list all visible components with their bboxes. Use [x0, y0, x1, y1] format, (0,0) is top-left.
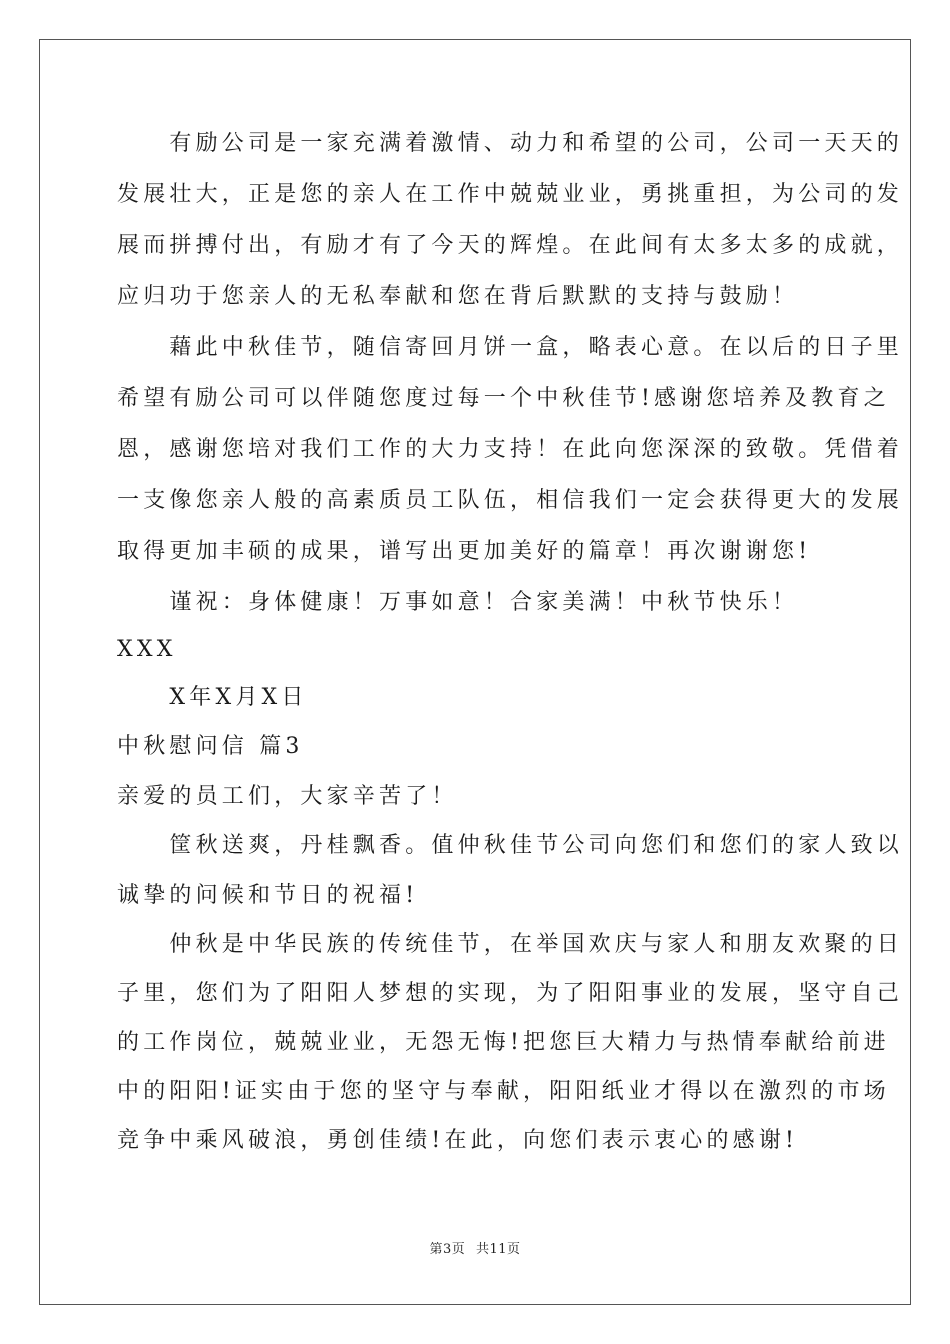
text-line: 有励公司是一家充满着激情、动力和希望的公司，公司一天天的 — [117, 131, 904, 156]
text-line: 一支像您亲人般的高素质员工队伍，相信我们一定会获得更大的发展 — [117, 488, 904, 513]
signature-name: XXX — [117, 637, 177, 662]
text-line: 筐秋送爽，丹桂飘香。值仲秋佳节公司向您们和您们的家人致以 — [117, 833, 904, 858]
salutation: 亲爱的员工们，大家辛苦了！ — [117, 784, 458, 809]
text-line: 取得更加丰硕的成果，谱写出更加美好的篇章！再次谢谢您! — [117, 539, 812, 564]
section-heading: 中秋慰问信 篇3 — [117, 734, 304, 759]
page-footer — [0, 1238, 950, 1257]
text-line: 藉此中秋佳节，随信寄回月饼一盒，略表心意。在以后的日子里 — [117, 335, 904, 360]
text-line: 发展壮大，正是您的亲人在工作中兢兢业业，勇挑重担，为公司的发 — [117, 182, 904, 207]
text-line: 的工作岗位，兢兢业业，无怨无悔!把您巨大精力与热情奉献给前进 — [117, 1030, 890, 1055]
text-line: 恩，感谢您培对我们工作的大力支持！在此向您深深的致敬。凭借着 — [117, 437, 904, 462]
text-line: 应归功于您亲人的无私奉献和您在背后默默的支持与鼓励！ — [117, 284, 799, 309]
text-line: 子里，您们为了阳阳人梦想的实现，为了阳阳事业的发展，坚守自己 — [117, 981, 904, 1006]
text-line: 诚挚的问候和节日的祝福! — [117, 883, 419, 908]
page-number: 第3页 — [429, 1242, 466, 1257]
signature-date: X年X月X日 — [117, 685, 308, 710]
text-line: 仲秋是中华民族的传统佳节，在举国欢庆与家人和朋友欢聚的日 — [117, 932, 904, 957]
text-line: 谨祝：身体健康！万事如意！合家美满！中秋节快乐！ — [117, 590, 799, 615]
text-line: 竞争中乘风破浪，勇创佳绩!在此，向您们表示衷心的感谢! — [117, 1128, 799, 1153]
text-line: 希望有励公司可以伴随您度过每一个中秋佳节!感谢您培养及教育之 — [117, 386, 890, 411]
page-total: 共11页 — [475, 1242, 521, 1257]
text-line: 展而拼搏付出，有励才有了今天的辉煌。在此间有太多太多的成就， — [117, 233, 904, 258]
text-line: 中的阳阳!证实由于您的坚守与奉献，阳阳纸业才得以在激烈的市场 — [117, 1079, 890, 1104]
